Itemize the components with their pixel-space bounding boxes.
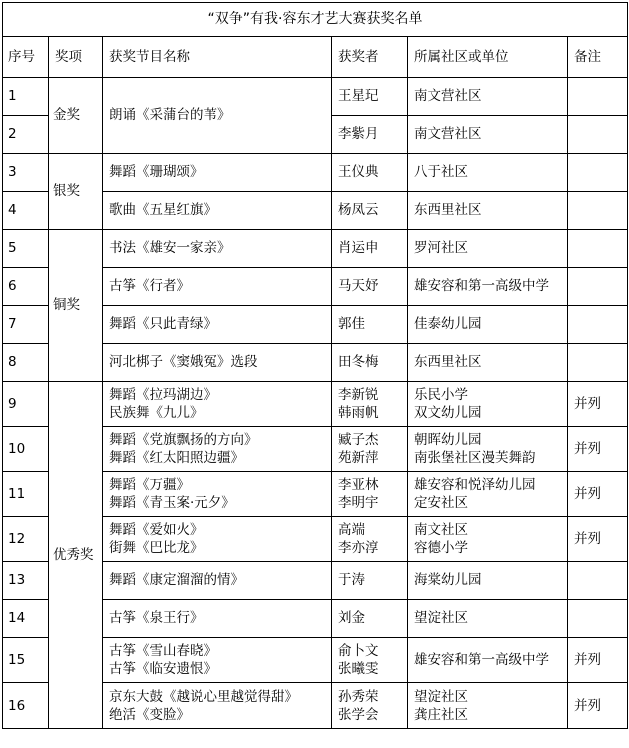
cell-seq: 11 [3,472,49,517]
cell-note [568,306,628,344]
award-gold: 金奖 [49,78,103,154]
cell-note: 并列 [568,517,628,562]
cell-note [568,268,628,306]
cell-seq: 3 [3,154,49,192]
header-note: 备注 [568,37,628,78]
program-line: 舞蹈《万疆》 [109,477,190,493]
cell-note [568,562,628,600]
cell-note: 并列 [568,472,628,517]
award-bronze: 铜奖 [49,230,103,382]
program-line: 京东大鼓《越说心里越觉得甜》 [109,688,298,705]
cell-seq: 15 [3,638,49,683]
winner-line: 张学会 [338,706,379,723]
cell-note: 并列 [568,638,628,683]
cell-seq: 4 [3,192,49,230]
winner-line: 苑新萍 [338,450,379,466]
award-table [2,2,628,729]
cell-seq: 6 [3,268,49,306]
cell-program: 歌曲《五星红旗》 [103,192,332,230]
unit-line: 定安社区 [414,495,468,511]
cell-unit: 雄安容和第一高级中学 [408,638,568,683]
cell-note: 并列 [568,427,628,472]
award-excellence: 优秀奖 [49,382,103,729]
cell-unit: 罗河社区 [408,230,568,268]
cell-unit: 佳泰幼儿园 [408,306,568,344]
cell-unit [408,683,568,729]
cell-winner: 刘金 [332,600,408,638]
unit-line: 朝晖幼儿园 [414,432,482,448]
unit-line: 南文社区 [414,522,468,538]
award-silver: 银奖 [49,154,103,230]
winner-line: 高端 [338,522,365,538]
cell-seq: 12 [3,517,49,562]
winner-line: 李新锐 [338,387,379,403]
cell-unit [408,472,568,517]
table-title: “双争”有我·容东才艺大赛获奖名单 [3,3,628,37]
header-program: 获奖节目名称 [103,37,332,78]
unit-line: 南张堡社区漫芙舞韵 [414,450,536,466]
header-unit: 所属社区或单位 [408,37,568,78]
unit-line: 雄安容和悦泽幼儿园 [414,477,536,493]
winner-line: 李明宇 [338,495,379,511]
cell-program: 舞蹈《珊瑚颂》 [103,154,332,192]
program-line: 舞蹈《爱如火》 [109,522,204,538]
program-line: 舞蹈《红太阳照边疆》 [109,450,244,466]
cell-winner: 郭佳 [332,306,408,344]
cell-seq: 7 [3,306,49,344]
winner-line: 臧子杰 [338,432,379,448]
cell-program [103,517,332,562]
cell-winner [332,517,408,562]
cell-program: 舞蹈《康定溜溜的情》 [103,562,332,600]
table-row [3,382,628,427]
cell-unit: 南文营社区 [408,116,568,154]
cell-seq: 5 [3,230,49,268]
cell-seq: 9 [3,382,49,427]
cell-unit: 八于社区 [408,154,568,192]
cell-winner [332,638,408,683]
cell-note: 并列 [568,683,628,729]
winner-line: 张曦雯 [338,661,379,677]
cell-program [103,683,332,729]
cell-unit [408,517,568,562]
cell-program: 舞蹈《只此青绿》 [103,306,332,344]
cell-note [568,192,628,230]
cell-note [568,154,628,192]
unit-line: 容德小学 [414,540,468,556]
cell-program [103,382,332,427]
cell-winner: 马天妤 [332,268,408,306]
winner-line: 孙秀荣 [338,688,379,705]
cell-program: 朗诵《采蒲台的苇》 [103,78,332,154]
cell-program [103,638,332,683]
header-seq: 序号 [3,37,49,78]
table-row [3,78,628,116]
cell-unit: 海棠幼儿园 [408,562,568,600]
cell-seq: 16 [3,683,49,729]
cell-program: 河北梆子《窦娥冤》选段 [103,344,332,382]
cell-winner [332,472,408,517]
table-row [3,230,628,268]
program-line: 绝活《变脸》 [109,706,190,723]
header-award: 奖项 [49,37,103,78]
program-line: 街舞《巴比龙》 [109,540,204,556]
cell-program: 书法《雄安一家亲》 [103,230,332,268]
cell-seq: 14 [3,600,49,638]
cell-unit [408,427,568,472]
unit-line: 望淀社区 [414,688,468,705]
unit-line: 乐民小学 [414,387,468,403]
cell-unit: 南文营社区 [408,78,568,116]
program-line: 民族舞《九儿》 [109,405,204,421]
cell-seq: 13 [3,562,49,600]
cell-winner: 王星玘 [332,78,408,116]
program-line: 舞蹈《拉玛湖边》 [109,387,217,403]
cell-winner: 肖运申 [332,230,408,268]
cell-unit: 雄安容和第一高级中学 [408,268,568,306]
winner-line: 李亚林 [338,477,379,493]
cell-program [103,472,332,517]
cell-seq: 2 [3,116,49,154]
cell-winner [332,427,408,472]
cell-unit: 东西里社区 [408,344,568,382]
cell-program: 古筝《泉王行》 [103,600,332,638]
cell-winner [332,382,408,427]
cell-winner: 于涛 [332,562,408,600]
cell-winner: 李紫月 [332,116,408,154]
cell-note [568,78,628,116]
table-row [3,154,628,192]
cell-note [568,116,628,154]
winner-line: 韩雨帆 [338,405,379,421]
cell-unit: 望淀社区 [408,600,568,638]
header-row [3,37,628,78]
cell-seq: 1 [3,78,49,116]
cell-winner [332,683,408,729]
cell-winner: 田冬梅 [332,344,408,382]
winner-line: 李亦淳 [338,540,379,556]
cell-seq: 8 [3,344,49,382]
program-line: 古筝《临安遗恨》 [109,661,217,677]
program-line: 舞蹈《党旗飘扬的方向》 [109,432,258,448]
cell-program: 古筝《行者》 [103,268,332,306]
cell-unit: 东西里社区 [408,192,568,230]
title-row [3,3,628,37]
cell-note [568,230,628,268]
unit-line: 双文幼儿园 [414,405,482,421]
cell-winner: 王仪典 [332,154,408,192]
cell-note: 并列 [568,382,628,427]
winner-line: 俞卜文 [338,643,379,659]
cell-note [568,344,628,382]
program-line: 舞蹈《青玉案·元夕》 [109,495,235,511]
cell-winner: 杨凤云 [332,192,408,230]
cell-seq: 10 [3,427,49,472]
unit-line: 龚庄社区 [414,706,468,723]
cell-program [103,427,332,472]
header-winner: 获奖者 [332,37,408,78]
cell-unit [408,382,568,427]
program-line: 古筝《雪山春晓》 [109,643,217,659]
cell-note [568,600,628,638]
